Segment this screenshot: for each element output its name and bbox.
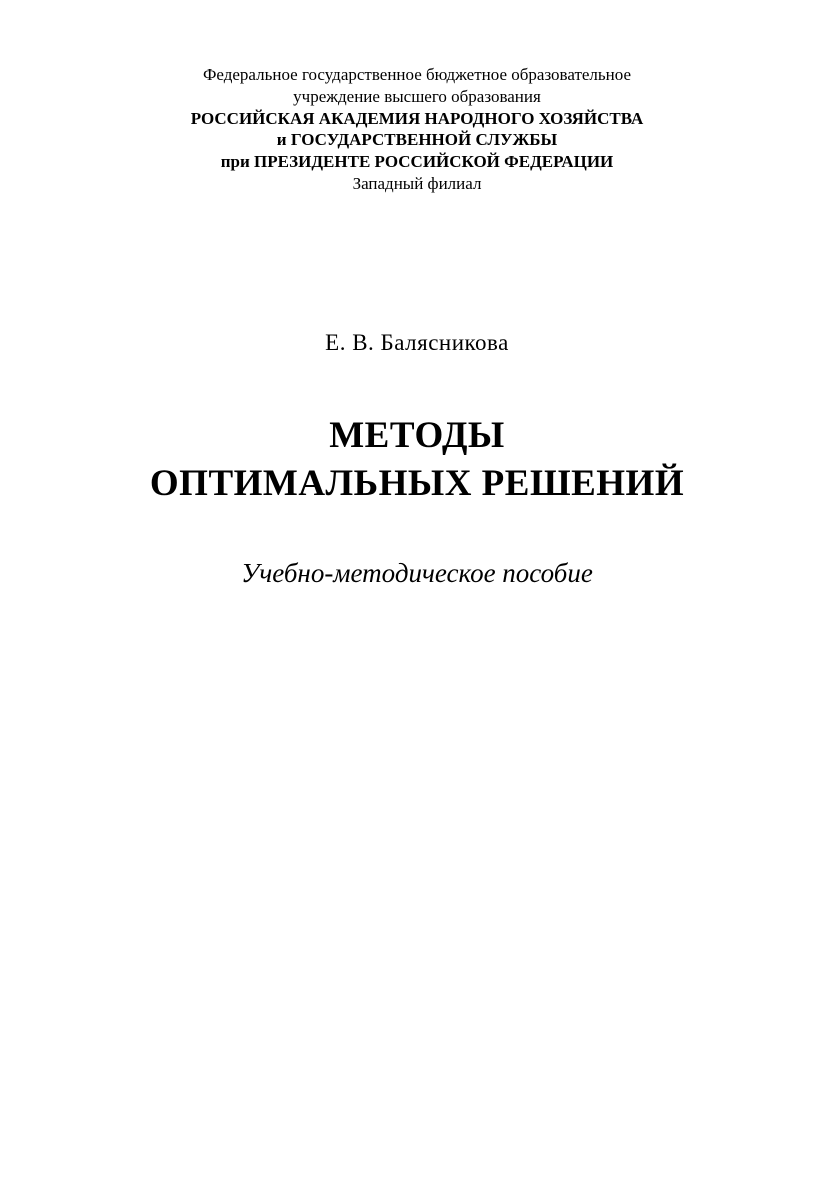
book-title-line-1: МЕТОДЫ — [329, 414, 505, 456]
book-title-line-2: ОПТИМАЛЬНЫХ РЕШЕНИЙ — [149, 462, 685, 504]
author-name: Е. В. Балясникова — [325, 329, 509, 355]
institution-line-1: Федеральное государственное бюджетное образовательное — [202, 65, 632, 84]
institution-header — [0, 0, 834, 195]
subtitle: Учебно-методическое пособие — [241, 557, 593, 588]
academy-name-line-3: при ПРЕЗИДЕНТЕ РОССИЙСКОЙ ФЕДЕРАЦИИ — [220, 152, 614, 171]
academy-name-line-2: и ГОСУДАРСТВЕННОЙ СЛУЖБЫ — [276, 130, 558, 150]
branch-name: Западный филиал — [352, 173, 482, 193]
book-title — [0, 412, 834, 508]
institution-line-2: учреждение высшего образования — [293, 86, 541, 106]
academy-name-line-1: РОССИЙСКАЯ АКАДЕМИЯ НАРОДНОГО ХОЗЯЙСТВА — [190, 108, 644, 128]
